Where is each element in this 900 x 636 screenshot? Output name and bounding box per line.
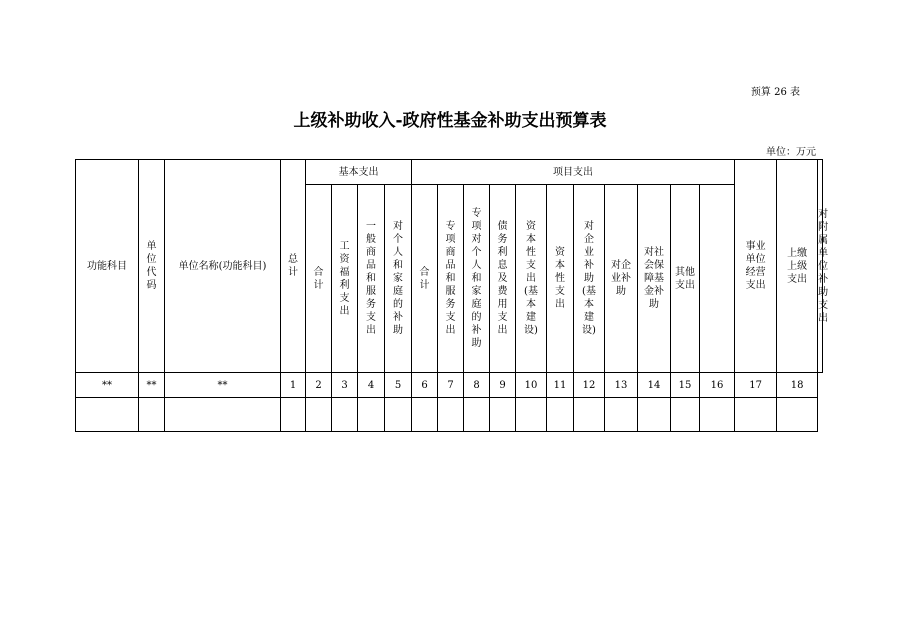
- data-cell: [490, 398, 516, 432]
- data-cell: [516, 398, 547, 432]
- header-project-goods: 专 项 商 品 和 服 务 支 出: [438, 185, 464, 373]
- index-cell: 9: [490, 373, 516, 398]
- data-cell: [700, 398, 735, 432]
- data-cell: [605, 398, 638, 432]
- index-cell: 13: [605, 373, 638, 398]
- index-cell: 1: [281, 373, 306, 398]
- header-subsidiary: 对附属 单位补 助支出: [818, 160, 823, 373]
- index-cell: 10: [516, 373, 547, 398]
- index-cell: 11: [547, 373, 574, 398]
- index-cell: **: [76, 373, 139, 398]
- header-basic-group: 基本支出: [306, 160, 412, 185]
- data-cell: [412, 398, 438, 432]
- data-cell: [735, 398, 777, 432]
- header-project-personal: 专 项 对 个 人 和 家 庭 的 补 助: [464, 185, 490, 373]
- page-title: 上级补助收入-政府性基金补助支出预算表: [293, 111, 607, 131]
- header-project-debt: 债 务 利 息 及 费 用 支 出: [490, 185, 516, 373]
- data-cell: [671, 398, 700, 432]
- index-cell: 15: [671, 373, 700, 398]
- index-cell: **: [165, 373, 281, 398]
- header-func-subject: 功能科目: [76, 160, 139, 373]
- index-cell: 14: [638, 373, 671, 398]
- index-cell: 12: [574, 373, 605, 398]
- data-cell: [139, 398, 165, 432]
- data-cell: [76, 398, 139, 432]
- header-project-social: 对社 会保 障基 金补 助: [638, 185, 671, 373]
- header-project-capital-basic: 资 本 性 支 出 (基 本 建 设): [516, 185, 547, 373]
- data-cell: [385, 398, 412, 432]
- data-cell: [638, 398, 671, 432]
- data-cell: [547, 398, 574, 432]
- data-cell: [332, 398, 358, 432]
- index-cell: 2: [306, 373, 332, 398]
- budget-table: [75, 159, 829, 432]
- header-basic-wages: 工 资 福 利 支 出: [332, 185, 358, 373]
- data-cell: [358, 398, 385, 432]
- header-project-enterprise: 对企 业补 助: [605, 185, 638, 373]
- header-project-capital: 资 本 性 支 出: [547, 185, 574, 373]
- index-cell: 16: [700, 373, 735, 398]
- data-cell: [165, 398, 281, 432]
- header-basic-personal: 对 个 人 和 家 庭 的 补 助: [385, 185, 412, 373]
- header-total: 总 计: [281, 160, 306, 373]
- unit-label: 单位：万元: [766, 147, 816, 158]
- data-cell: [438, 398, 464, 432]
- index-cell: 3: [332, 373, 358, 398]
- data-cell: [777, 398, 818, 432]
- data-cell: [464, 398, 490, 432]
- header-business: 事业 单位 经营 支出: [735, 160, 777, 373]
- index-cell: 8: [464, 373, 490, 398]
- data-cell: [574, 398, 605, 432]
- data-cell: [281, 398, 306, 432]
- header-project-subtotal: 合 计: [412, 185, 438, 373]
- index-cell: 7: [438, 373, 464, 398]
- header-project-enterprise-basic: 对 企 业 补 助 (基 本 建 设): [574, 185, 605, 373]
- data-cell: [306, 398, 332, 432]
- index-cell: 18: [777, 373, 818, 398]
- header-project-other: 其他 支出: [671, 185, 700, 373]
- index-cell: **: [139, 373, 165, 398]
- header-basic-subtotal: 合 计: [306, 185, 332, 373]
- index-cell: 4: [358, 373, 385, 398]
- index-cell: 6: [412, 373, 438, 398]
- form-number: 预算 26 表: [750, 87, 800, 98]
- index-cell: 5: [385, 373, 412, 398]
- header-unit-name: 单位名称(功能科目): [165, 160, 281, 373]
- index-cell: 17: [735, 373, 777, 398]
- header-project-group: 项目支出: [412, 160, 735, 185]
- header-upper: 上缴 上级 支出: [777, 160, 818, 373]
- header-unit-code: 单 位 代 码: [139, 160, 165, 373]
- header-basic-goods: 一 般 商 品 和 服 务 支 出: [358, 185, 385, 373]
